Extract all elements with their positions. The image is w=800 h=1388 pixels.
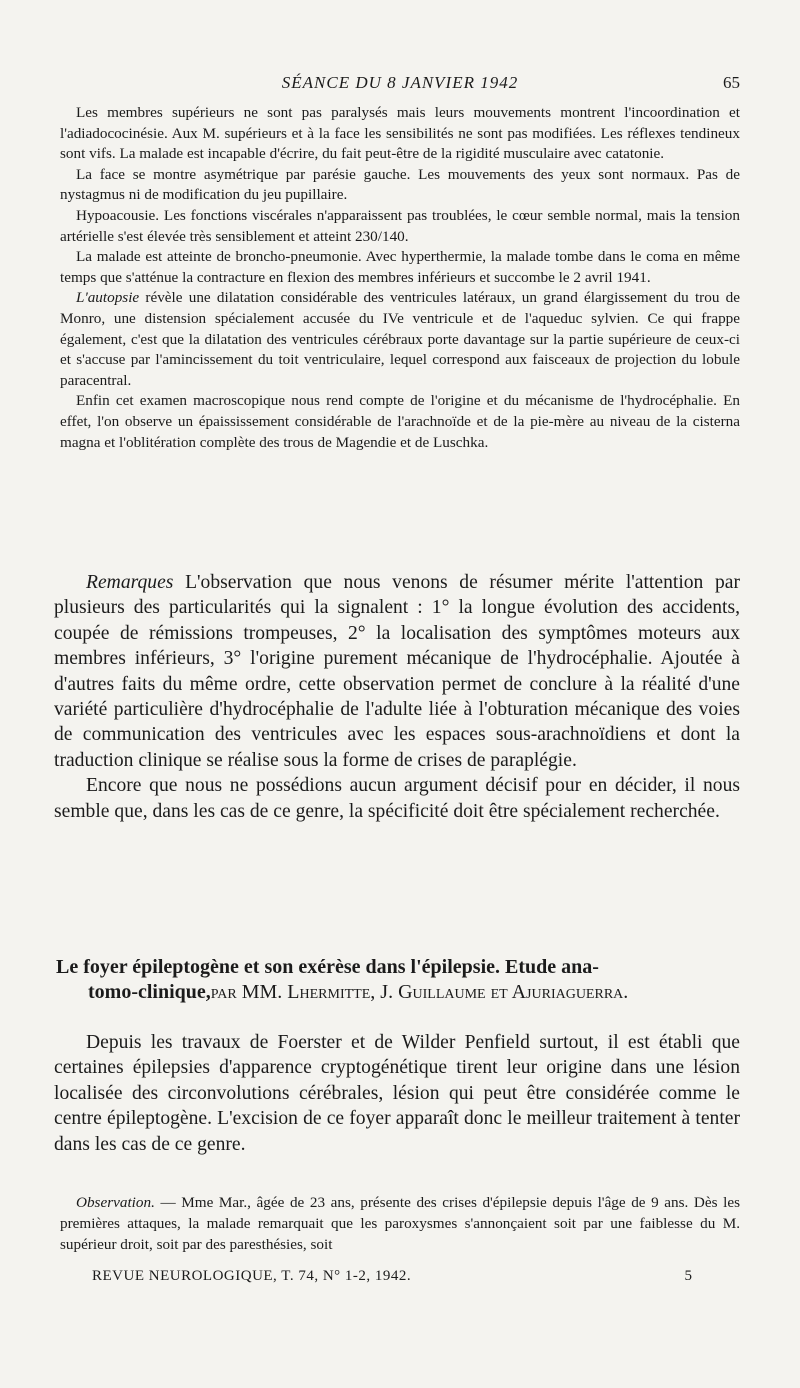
sheet-number: 5 (684, 1268, 692, 1284)
page-number: 65 (723, 73, 740, 92)
article-title (56, 955, 744, 1005)
title-line-2-text: tomo-clinique, (88, 981, 211, 1003)
article-intro (54, 1030, 740, 1157)
observation-text: — Mme Mar., âgée de 23 ans, présente des crises d'épilepsie depuis l'âge de 9 ans. Dès les premières attaques, la malade remarquait que les paroxysmes s'annonçaient soit par une faiblesse du M. supérieur droit, soit par des paresthésies, soit (60, 1194, 740, 1253)
paragraph: Enfin cet examen macroscopique nous rend compte de l'origine et du mécanisme de l'hydrocéphalie. En effet, l'on observe un épaississement considérable de l'arachnoïde et de la pie-mère au niveau de la cisterna magna et l'oblitération complète des trous de Magendie et de Luschka. (60, 392, 740, 451)
remarques-lead: Remarques (86, 572, 174, 593)
page-footer (92, 1268, 692, 1290)
observation-start (60, 1192, 740, 1255)
journal-citation: REVUE NEUROLOGIQUE, T. 74, N° 1-2, 1942. (92, 1268, 412, 1284)
authors: par MM. Lhermitte, J. Guillaume et Ajuriaguerra. (210, 981, 629, 1003)
observation-paragraph (60, 1192, 740, 1255)
observation-lead: Observation. (76, 1194, 155, 1211)
paragraph: Encore que nous ne possédions aucun argument décisif pour en décider, il nous semble que, dans les cas de ce genre, la spécificité doit être spécialement recherchée. (54, 775, 740, 822)
paragraph: La malade est atteinte de broncho-pneumonie. Avec hyperthermie, la malade tombe dans le coma en même temps que s'atténue la contracture en flexion des membres inférieurs et succombe le 2 avril 1941. (60, 248, 740, 286)
title-line-1: Le foyer épileptogène et son exérèse dans l'épilepsie. Etude ana- (56, 956, 599, 978)
paragraph: La face se montre asymétrique par parésie gauche. Les mouvements des yeux sont normaux. Pas de nystagmus ni de modification du jeu pupillaire. (60, 165, 740, 204)
running-title: SÉANCE DU 8 JANVIER 1942 (281, 73, 519, 92)
paragraph: Les membres supérieurs ne sont pas paralysés mais leurs mouvements montrent l'incoordination et l'adiadococinésie. Aux M. supérieurs et à la face les sensibilités ne sont pas modifiées. Les réflexes tendineux sont vifs. La malade est incapable d'écrire, du fait peut-être de la rigidité musculaire avec catatonie. (60, 104, 740, 163)
autopsie-lead: L'autopsie (76, 289, 140, 307)
paragraph-autopsie (60, 288, 740, 391)
remarques-paragraph (54, 570, 740, 773)
remarques-text: L'observation que nous venons de résumer mérite l'attention par plusieurs des particularités qui la signalent : 1° la longue évolution des accidents, coupée de rémissions trompeuses, 2° la localisation des symptômes moteurs aux membres inférieurs, 3° l'origine purement mécanique de l'hydrocéphalie. Ajoutée à d'autres faits du même ordre, cette observation permet de conclure à la réalité d'une variété particulière d'hydrocéphalie de l'adulte liée à l'obturation mécanique des voies de communication des ventricules avec les espaces sous-arachnoïdiens et dont la traduction clinique se réalise sous la forme de crises de paraplégie. (54, 572, 740, 771)
paragraph: Depuis les travaux de Foerster et de Wilder Penfield surtout, il est établi que certaines épilepsies d'apparence cryptogénétique tirent leur origine dans une lésion localisée des circonvolutions cérébrales, lésion qui peut être considérée comme le centre épileptogène. L'excision de ce foyer apparaît donc le meilleur traitement à tenter dans les cas de ce genre. (54, 1032, 740, 1155)
autopsie-text: révèle une dilatation considérable des ventricules latéraux, un grand élargissement du trou de Monro, une distension spécialement accusée du IVe ventricule et de l'aqueduc sylvien. Ce qui frappe également, c'est que la dilatation des ventricules cérébraux porte davantage sur la partie supérieure de ceux-ci et s'accuse par l'amincissement du toit ventriculaire, lequel correspond aux faisceaux de projection du lobule paracentral. (60, 289, 740, 389)
observation-continued (60, 103, 740, 453)
remarques-section (54, 570, 740, 824)
running-header (60, 73, 740, 97)
title-line-2 (56, 980, 744, 1005)
paragraph: Hypoacousie. Les fonctions viscérales n'apparaissent pas troublées, le cœur semble normal, mais la tension artérielle s'est élevée très sensiblement et atteint 230/140. (60, 206, 740, 245)
